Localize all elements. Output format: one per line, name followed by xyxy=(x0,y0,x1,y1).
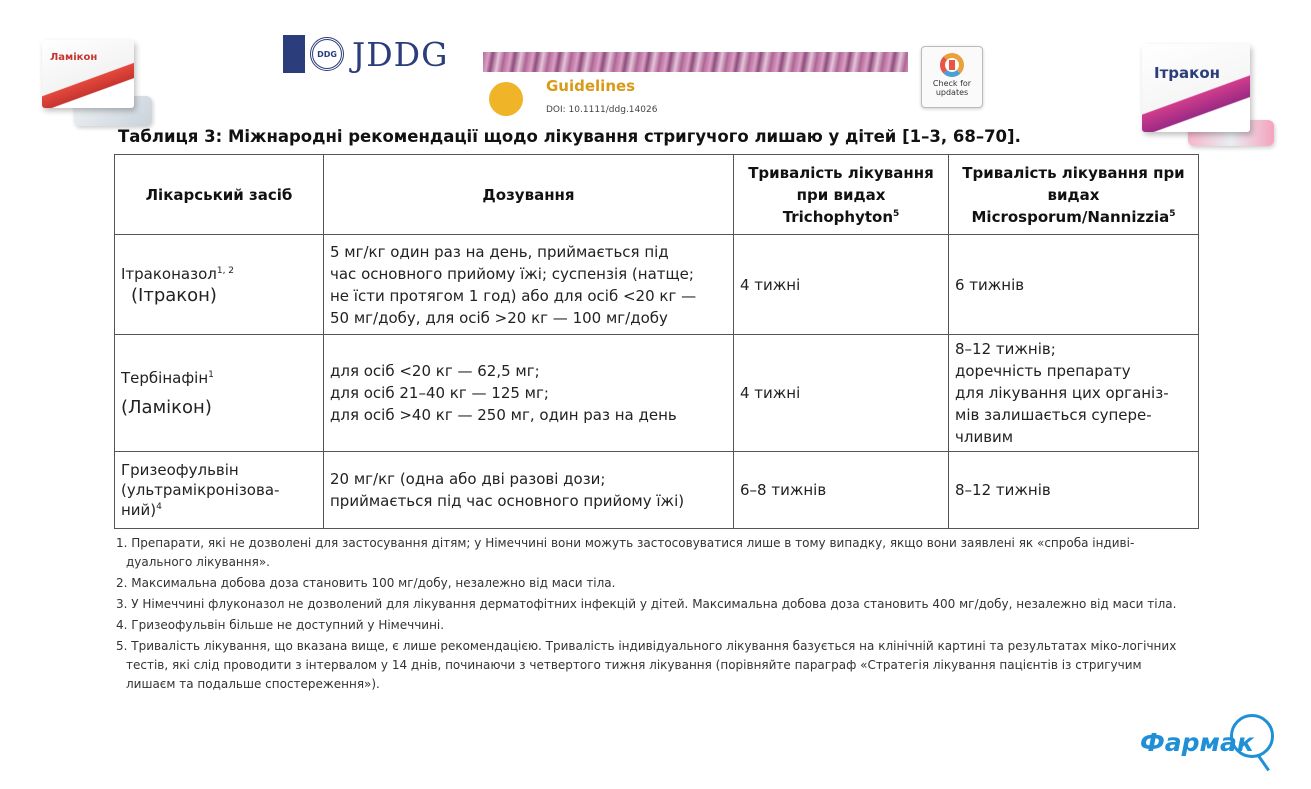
farmak-wordmark: Фармак xyxy=(1140,728,1254,757)
farmak-logo xyxy=(1140,710,1280,770)
histology-banner-image xyxy=(483,52,908,72)
dosage-cell: 5 мг/кг один раз на день, приймається під час основного прийому їжі; суспензія (натще; не їсти протягом 1 год) або для осіб <20 кг — 50 мг/добу, для осіб >20 кг — 100 мг/добу xyxy=(324,235,734,335)
check-for-updates-badge[interactable] xyxy=(921,46,983,108)
microsporum-cell: 8–12 тижнів xyxy=(949,452,1199,529)
table-title: Таблиця 3: Міжнародні рекомендації щодо лікування стригучого лишаю у дітей [1–3, 68–70]. xyxy=(118,127,1021,146)
footnote: 5. Тривалість лікування, що вказана вище, є лише рекомендацією. Тривалість індивідуального лікування базується на клінічній картині та результатах міко-логічних тестів, які слід проводити з інтервалом у 14 днів, починаючи з четвертого тижня лікування (порівняйте параграф «Стратегія лікування пацієнтів із стригучим лишаєм та подальше спостереження»). xyxy=(116,639,1177,691)
trichophyton-cell: 6–8 тижнів xyxy=(734,452,949,529)
trichophyton-cell: 4 тижні xyxy=(734,235,949,335)
crossmark-icon xyxy=(940,53,964,77)
drug-cell: Тербінафін$^1$ (Ламікон) xyxy=(115,335,324,452)
jddg-wordmark: JDDG xyxy=(352,34,449,74)
guidelines-dot-icon xyxy=(489,82,523,116)
drug-cell: Ітраконазол$^{1, 2}$ (Ітракон) xyxy=(115,235,324,335)
jddg-logo xyxy=(283,34,449,74)
table-row xyxy=(115,452,1199,529)
check-for-updates-label: Check for updates xyxy=(932,79,972,97)
section-label: Guidelines xyxy=(546,77,636,95)
doi-text: DOI: 10.1111/ddg.14026 xyxy=(546,105,658,115)
trichophyton-cell: 4 тижні xyxy=(734,335,949,452)
footnotes xyxy=(116,534,1186,696)
itrakon-pack-brand: Ітракон xyxy=(1154,64,1220,82)
microsporum-cell: 6 тижнів xyxy=(949,235,1199,335)
lamikon-pack-brand: Ламікон xyxy=(50,52,98,63)
header-drug: Лікарський засіб xyxy=(115,155,324,235)
table-row xyxy=(115,335,1199,452)
dosage-cell: 20 мг/кг (одна або дві разові дози; приймається під час основного прийому їжі) xyxy=(324,452,734,529)
treatment-table xyxy=(114,154,1199,529)
header-trichophyton: Тривалість лікування при видах Trichophyton$^5$ xyxy=(734,155,949,235)
dosage-cell: для осіб <20 кг — 62,5 мг; для осіб 21–40 кг — 125 мг; для осіб >40 кг — 250 мг, один раз на день xyxy=(324,335,734,452)
brand-name: (Ітракон) xyxy=(131,284,217,306)
footnote: 4. Гризеофульвін більше не доступний у Німеччині. xyxy=(116,618,445,632)
brand-name: (Ламікон) xyxy=(121,397,212,418)
microsporum-cell: 8–12 тижнів; доречність препарату для лікування цих організ- мів залишається супере- чливим xyxy=(949,335,1199,452)
table-header-row xyxy=(115,155,1199,235)
lamikon-pack-image xyxy=(38,34,156,134)
footnote: 3. У Німеччині флуконазол не дозволений для лікування дерматофітних інфекцій у дітей. Максимальна добова доза становить 400 мг/добу, незалежно від маси тіла. xyxy=(116,597,1177,611)
footnote: 2. Максимальна добова доза становить 100 мг/добу, незалежно від маси тіла. xyxy=(116,576,616,590)
footnote: 1. Препарати, які не дозволені для застосування дітям; у Німеччині вони можуть застосовуватися лише в тому випадку, якщо вони заявлені як «спроба індиві-дуального лікування». xyxy=(116,536,1135,569)
table-row xyxy=(115,235,1199,335)
itrakon-pack-image xyxy=(1138,40,1278,148)
header-dosage: Дозування xyxy=(324,155,734,235)
drug-cell: Гризеофульвін (ультрамікронізова- ний)$^4$ xyxy=(115,452,324,529)
ddg-seal: DDG xyxy=(310,37,344,71)
header-microsporum: Тривалість лікування при видах Microsporum/Nannizzia$^5$ xyxy=(949,155,1199,235)
